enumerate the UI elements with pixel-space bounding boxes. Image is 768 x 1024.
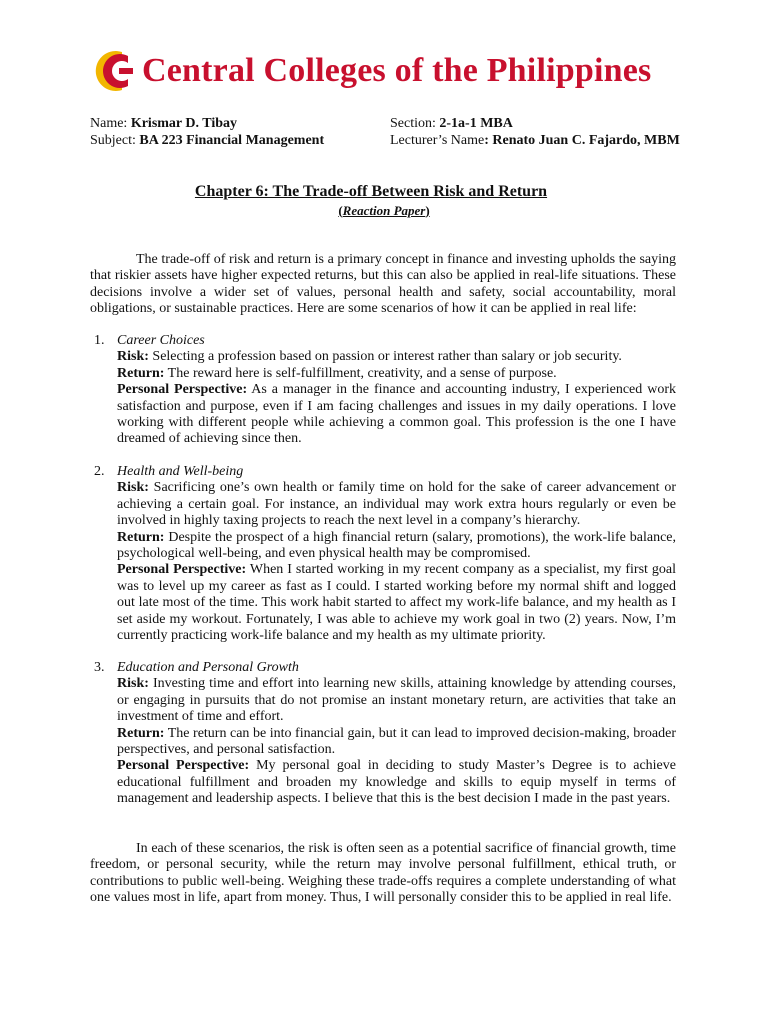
college-logo-icon <box>92 46 136 96</box>
lecturer-value: : Renato Juan C. Fajardo, MBM <box>484 133 680 148</box>
risk-text: Sacrificing one’s own health or family time on hold for the sake of career advancement or achieving a certain goal. For instance, an individual may work extra hours regularly or even be involved in highly taxing projects to reach the next level in a company’s hierarchy. <box>117 480 676 529</box>
return-text: The reward here is self-fulfillment, creativity, and a sense of purpose. <box>164 365 557 381</box>
risk-label: Risk: <box>117 349 149 365</box>
item-number: 1. <box>94 333 105 348</box>
chapter-title <box>0 183 768 201</box>
risk-label: Risk: <box>117 676 149 692</box>
item-body <box>117 333 676 448</box>
item-risk <box>117 480 676 529</box>
perspective-text: When I started working in my recent company as a specialist, my first goal was to level up my career as fast as I could. I started working before my normal shift and logged out late most of the time. This work habit started to affect my work-life balance, and my health as I set aside my workout. Fortunately, I was able to achieve my work goal in two (2) years. Now, I’m currently practicing work-life balance and my health as my ultimate priority. <box>117 562 676 644</box>
item-heading: Education and Personal Growth <box>117 660 299 675</box>
subject-value: BA 223 Financial Management <box>139 133 325 148</box>
meta-row-1 <box>90 116 680 133</box>
perspective-label: Personal Perspective: <box>117 562 247 578</box>
college-name: Central Colleges of the Philippines <box>142 52 652 89</box>
risk-text: Selecting a profession based on passion or interest rather than salary or job security. <box>148 349 622 365</box>
chapter-title-text: Chapter 6: The Trade-off Between Risk and Return <box>194 183 548 200</box>
perspective-label: Personal Perspective: <box>117 758 250 774</box>
item-perspective <box>117 758 676 807</box>
item-perspective <box>117 382 676 448</box>
scenario-item <box>90 333 676 448</box>
return-label: Return: <box>117 365 165 381</box>
item-body <box>117 660 676 808</box>
item-perspective <box>117 562 676 644</box>
perspective-text: As a manager in the finance and accounting industry, I experienced work satisfaction and purpose, even if I am facing challenges and issues in my daily operations. I love working with different people while achieving a common goal. This profession is the one I have dreamed of achieving since then. <box>117 382 676 447</box>
item-risk <box>117 676 676 725</box>
perspective-label: Personal Perspective: <box>117 382 248 398</box>
paper-type-open: ( <box>338 203 343 218</box>
section-field <box>390 116 513 132</box>
item-number: 3. <box>94 660 105 675</box>
item-number: 2. <box>94 464 105 479</box>
student-name-field <box>90 116 237 132</box>
subject-label: Subject: <box>90 133 140 148</box>
return-label: Return: <box>117 725 165 741</box>
item-heading: Career Choices <box>117 333 205 348</box>
perspective-text: My personal goal in deciding to study Master’s Degree is to achieve educational fulfillment and broaden my knowledge and skills to equip myself in terms of management and leadership aspects. I believe that this is the best decision I made in the past years. <box>117 758 676 807</box>
item-body <box>117 464 676 644</box>
lecturer-label: Lecturer’s Name <box>390 133 485 148</box>
name-label: Name: <box>90 116 131 131</box>
letterhead <box>92 46 651 96</box>
lecturer-field <box>390 133 680 149</box>
risk-text: Investing time and effort into learning new skills, attaining knowledge by attending courses, or engaging in pursuits that do not promise an instant monetary return, are activities that take an investment of time and effort. <box>117 676 676 725</box>
section-value: 2-1a-1 MBA <box>439 116 513 131</box>
closing-paragraph: In each of these scenarios, the risk is often seen as a potential sacrifice of financial growth, time freedom, or personal security, while the return may involve personal fulfillment, ethical truth, or contributions to public well-being. Weighing these trade-offs requires a complete understanding of what one values most in life, apart from money. Thus, I will personally consider this to be applied in real life. <box>90 841 676 906</box>
scenario-item <box>90 660 676 808</box>
scenario-item <box>90 464 676 644</box>
item-return <box>117 366 676 382</box>
meta-row-2 <box>90 133 680 150</box>
item-return <box>117 530 676 563</box>
item-return <box>117 726 676 759</box>
return-label: Return: <box>117 529 165 545</box>
paper-type <box>0 203 768 219</box>
subject-field <box>90 133 324 149</box>
item-risk <box>117 349 676 365</box>
title-underline-pad <box>547 183 573 201</box>
return-text: Despite the prospect of a high financial return (salary, promotions), the work-life balance, psychological well-being, and even physical health may be compromised. <box>117 529 676 562</box>
name-value: Krismar D. Tibay <box>130 116 238 131</box>
item-heading: Health and Well-being <box>117 464 244 479</box>
section-label: Section: <box>390 116 440 131</box>
risk-label: Risk: <box>117 480 149 496</box>
paper-type-text: Reaction Paper <box>342 203 426 218</box>
paper-type-close: ) <box>425 203 430 218</box>
student-info <box>90 116 680 150</box>
return-text: The return can be into financial gain, but it can lead to improved decision-making, broader perspectives, and personal satisfaction. <box>117 725 676 758</box>
intro-paragraph: The trade-off of risk and return is a primary concept in finance and investing upholds the saying that riskier assets have higher expected returns, but this can also be applied in real-life situations. These decisions involve a wider set of values, personal health and safety, social accountability, moral obligations, or sustainable practices. Here are some scenarios of how it can be applied in real life: <box>90 252 676 317</box>
